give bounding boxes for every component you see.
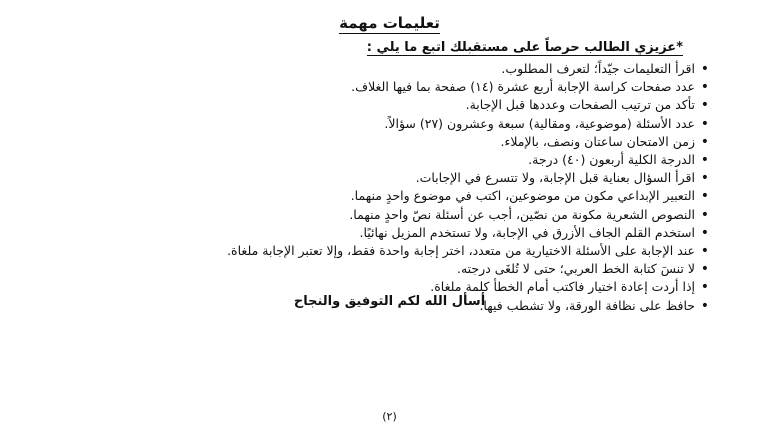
intro-line	[367, 40, 683, 55]
page-title-text: تعليمات مهمة	[339, 14, 440, 32]
closing-line: أسأل الله لكم التوفيق والنجاح	[293, 294, 486, 309]
list-item: • حافظ على نظافة الورقة، ولا تشطب فيها.	[59, 297, 711, 315]
list-item: • اقرأ السؤال بعناية قبل الإجابة، ولا تتسرع في الإجابات.	[59, 169, 711, 187]
list-item: • لا تنسَ كتابة الخط العربي؛ حتى لا تُلغَى درجته.	[59, 260, 711, 278]
page-number: (٢)	[382, 410, 397, 423]
list-item: • التعبير الإبداعي مكون من موضوعين، اكتب في موضوع واحدٍ منهما.	[59, 187, 711, 205]
page-title	[0, 14, 779, 32]
list-item: • الدرجة الكلية أربعون (٤٠) درجة.	[59, 151, 711, 169]
instructions-list	[59, 60, 711, 315]
list-item: • إذا أردت إعادة اختيار فاكتب أمام الخطأ كلمة ملغاة.	[59, 278, 711, 296]
list-item: • عدد الأسئلة (موضوعية، ومقالية) سبعة وعشرون (٢٧) سؤالاً.	[59, 115, 711, 133]
list-item: • زمن الامتحان ساعتان ونصف، بالإملاء.	[59, 133, 711, 151]
list-item: • عدد صفحات كراسة الإجابة أربع عشرة (١٤) صفحة بما فيها الغلاف.	[59, 78, 711, 96]
list-item: • استخدم القلم الجاف الأزرق في الإجابة، ولا تستخدم المزيل نهائيًا.	[59, 224, 711, 242]
list-item: • اقرأ التعليمات جيّداً؛ لتعرف المطلوب.	[59, 60, 711, 78]
intro-text: *عزيزي الطالب حرصاً على مستقبلك اتبع ما يلي :	[366, 40, 683, 55]
list-item: • النصوص الشعرية مكونة من نصّين، أجب عن أسئلة نصّ واحدٍ منهما.	[59, 206, 711, 224]
list-item: • عند الإجابة على الأسئلة الاختيارية من متعدد، اختر إجابة واحدة فقط، وإلا تعتبر الإجابة ملغاة.	[59, 242, 711, 260]
list-item: • تأكد من ترتيب الصفحات وعددها قبل الإجابة.	[59, 96, 711, 114]
